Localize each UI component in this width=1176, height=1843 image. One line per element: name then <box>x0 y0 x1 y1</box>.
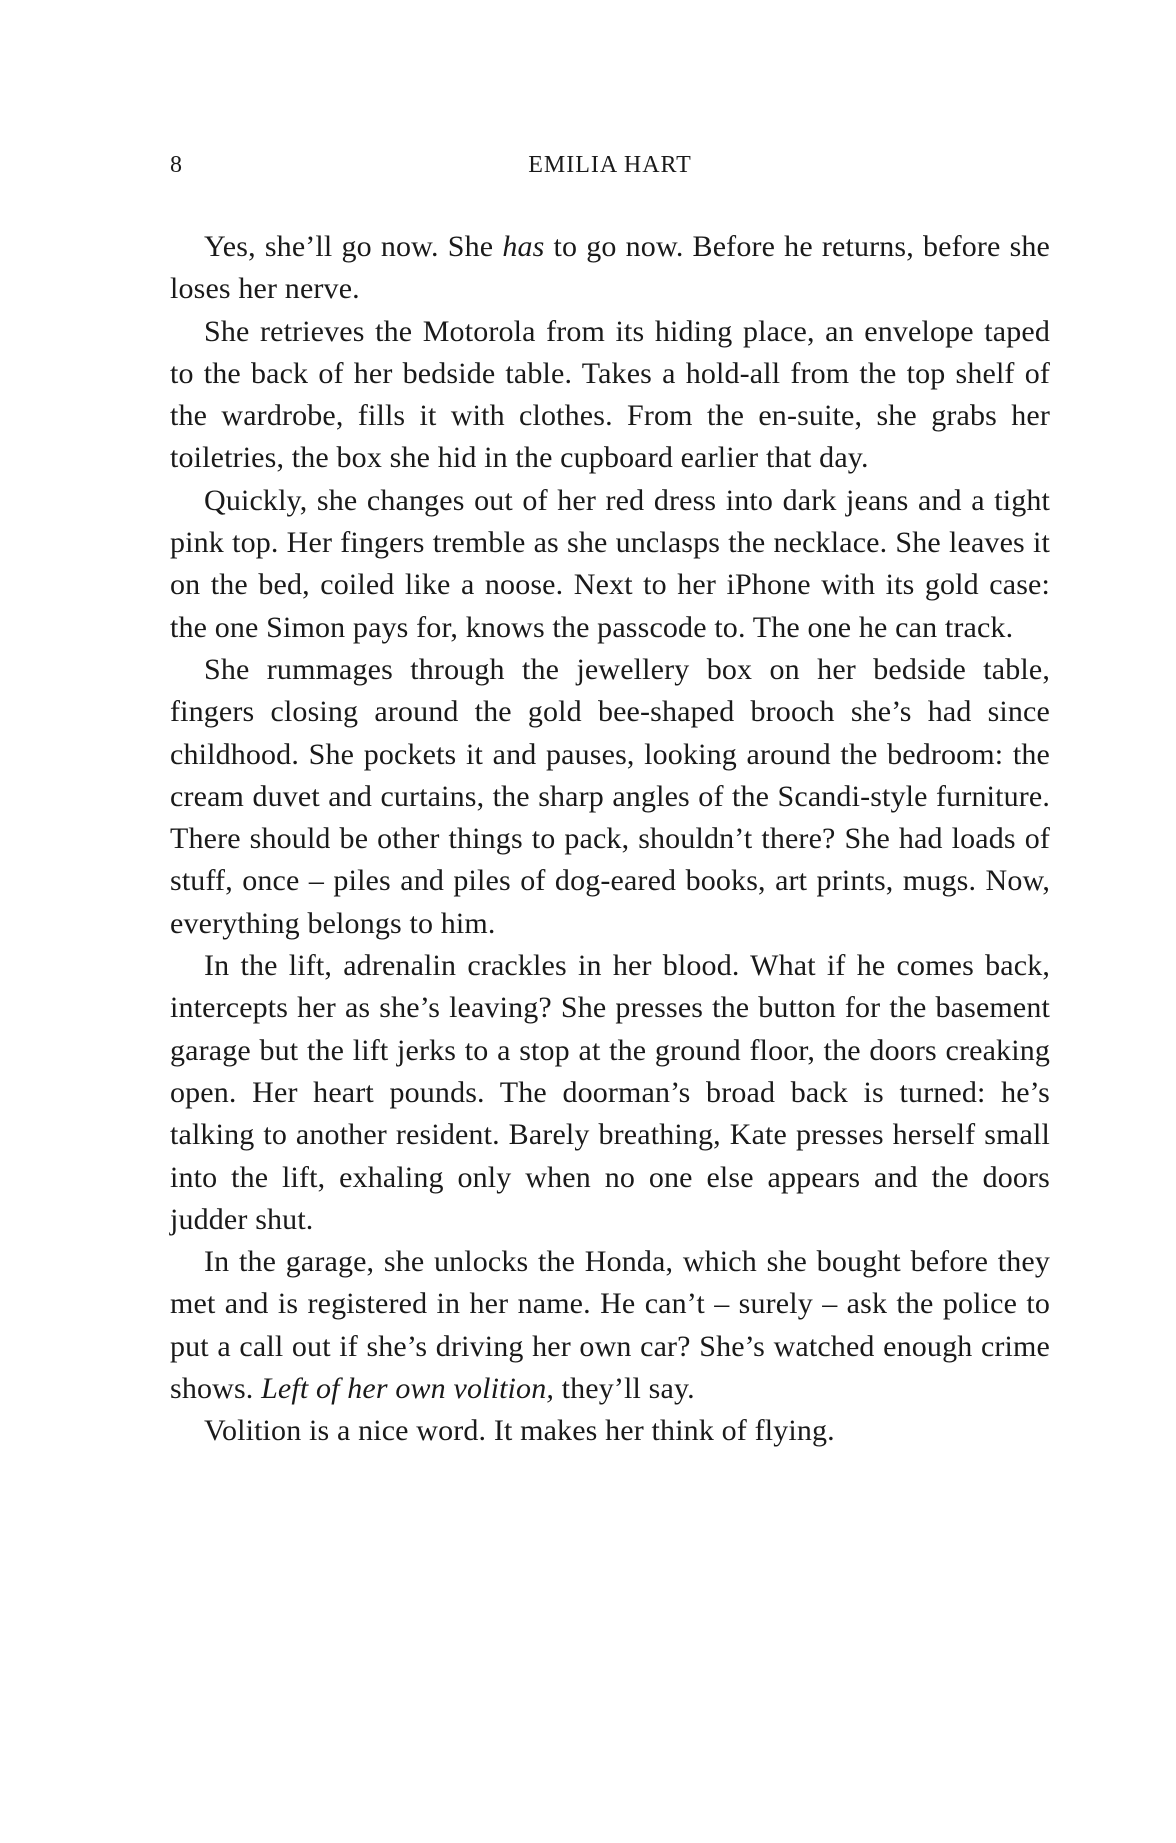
paragraph-2: She retrieves the Motorola from its hiding place, an envelope taped to the back of her bedside table. Takes a hold-all from the top shelf of the wardrobe, fills it with clothes. From the en-suite, she grabs her toiletries, the box she hid in the cupboard earlier that day. <box>170 314 1050 475</box>
running-head <box>170 152 1050 182</box>
body-text <box>170 226 1050 1453</box>
paragraph-6-emphasis: Left of her own volition, <box>261 1372 554 1406</box>
paragraph-6 <box>170 1241 1050 1410</box>
paragraph-5: In the lift, adrenalin crackles in her blood. What if he comes back, intercepts her as she’s leaving? She presses the button for the basement garage but the lift jerks to a stop at the ground floor, the doors creaking open. Her heart pounds. The doorman’s broad back is turned: he’s talking to another resident. Barely breathing, Kate presses herself small into the lift, exhaling only when no one else appears and the doors judder shut. <box>170 949 1050 1236</box>
paragraph-6-text-a: In the garage, she unlocks the Honda, which she bought before they met and is registered in her name. He can’t – surely – ask the police to put a call out if she’s driving her own car? She’s watched enough crime shows. <box>170 1245 1050 1406</box>
paragraph-1-emphasis: has <box>502 230 545 263</box>
paragraph-3: Quickly, she changes out of her red dress into dark jeans and a tight pink top. Her fingers tremble as she unclasps the necklace. She leaves it on the bed, coiled like a noose. Next to her iPhone with its gold case: the one Simon pays for, knows the passcode to. The one he can track. <box>170 483 1050 644</box>
page-number: 8 <box>170 152 183 178</box>
paragraph-1 <box>170 226 1050 311</box>
paragraph-7: Volition is a nice word. It makes her think of flying. <box>204 1414 835 1448</box>
running-head-author: EMILIA HART <box>528 152 692 178</box>
paragraph-6-text-b: they’ll say. <box>554 1372 695 1406</box>
paragraph-1-text-b: to go now. Before he returns, before she loses her nerve. <box>170 230 1051 306</box>
paragraph-1-text-a: Yes, she’ll go now. She <box>204 230 503 263</box>
paragraph-4: She rummages through the jewellery box on her bedside table, fingers closing around the gold bee-shaped brooch she’s had since childhood. She pockets it and pauses, looking around the bedroom: the cream duvet and curtains, the sharp angles of the Scandi-style furniture. There should be other things to pack, shouldn’t there? She had loads of stuff, once – piles and piles of dog-eared books, art prints, mugs. Now, everything belongs to him. <box>170 652 1050 940</box>
